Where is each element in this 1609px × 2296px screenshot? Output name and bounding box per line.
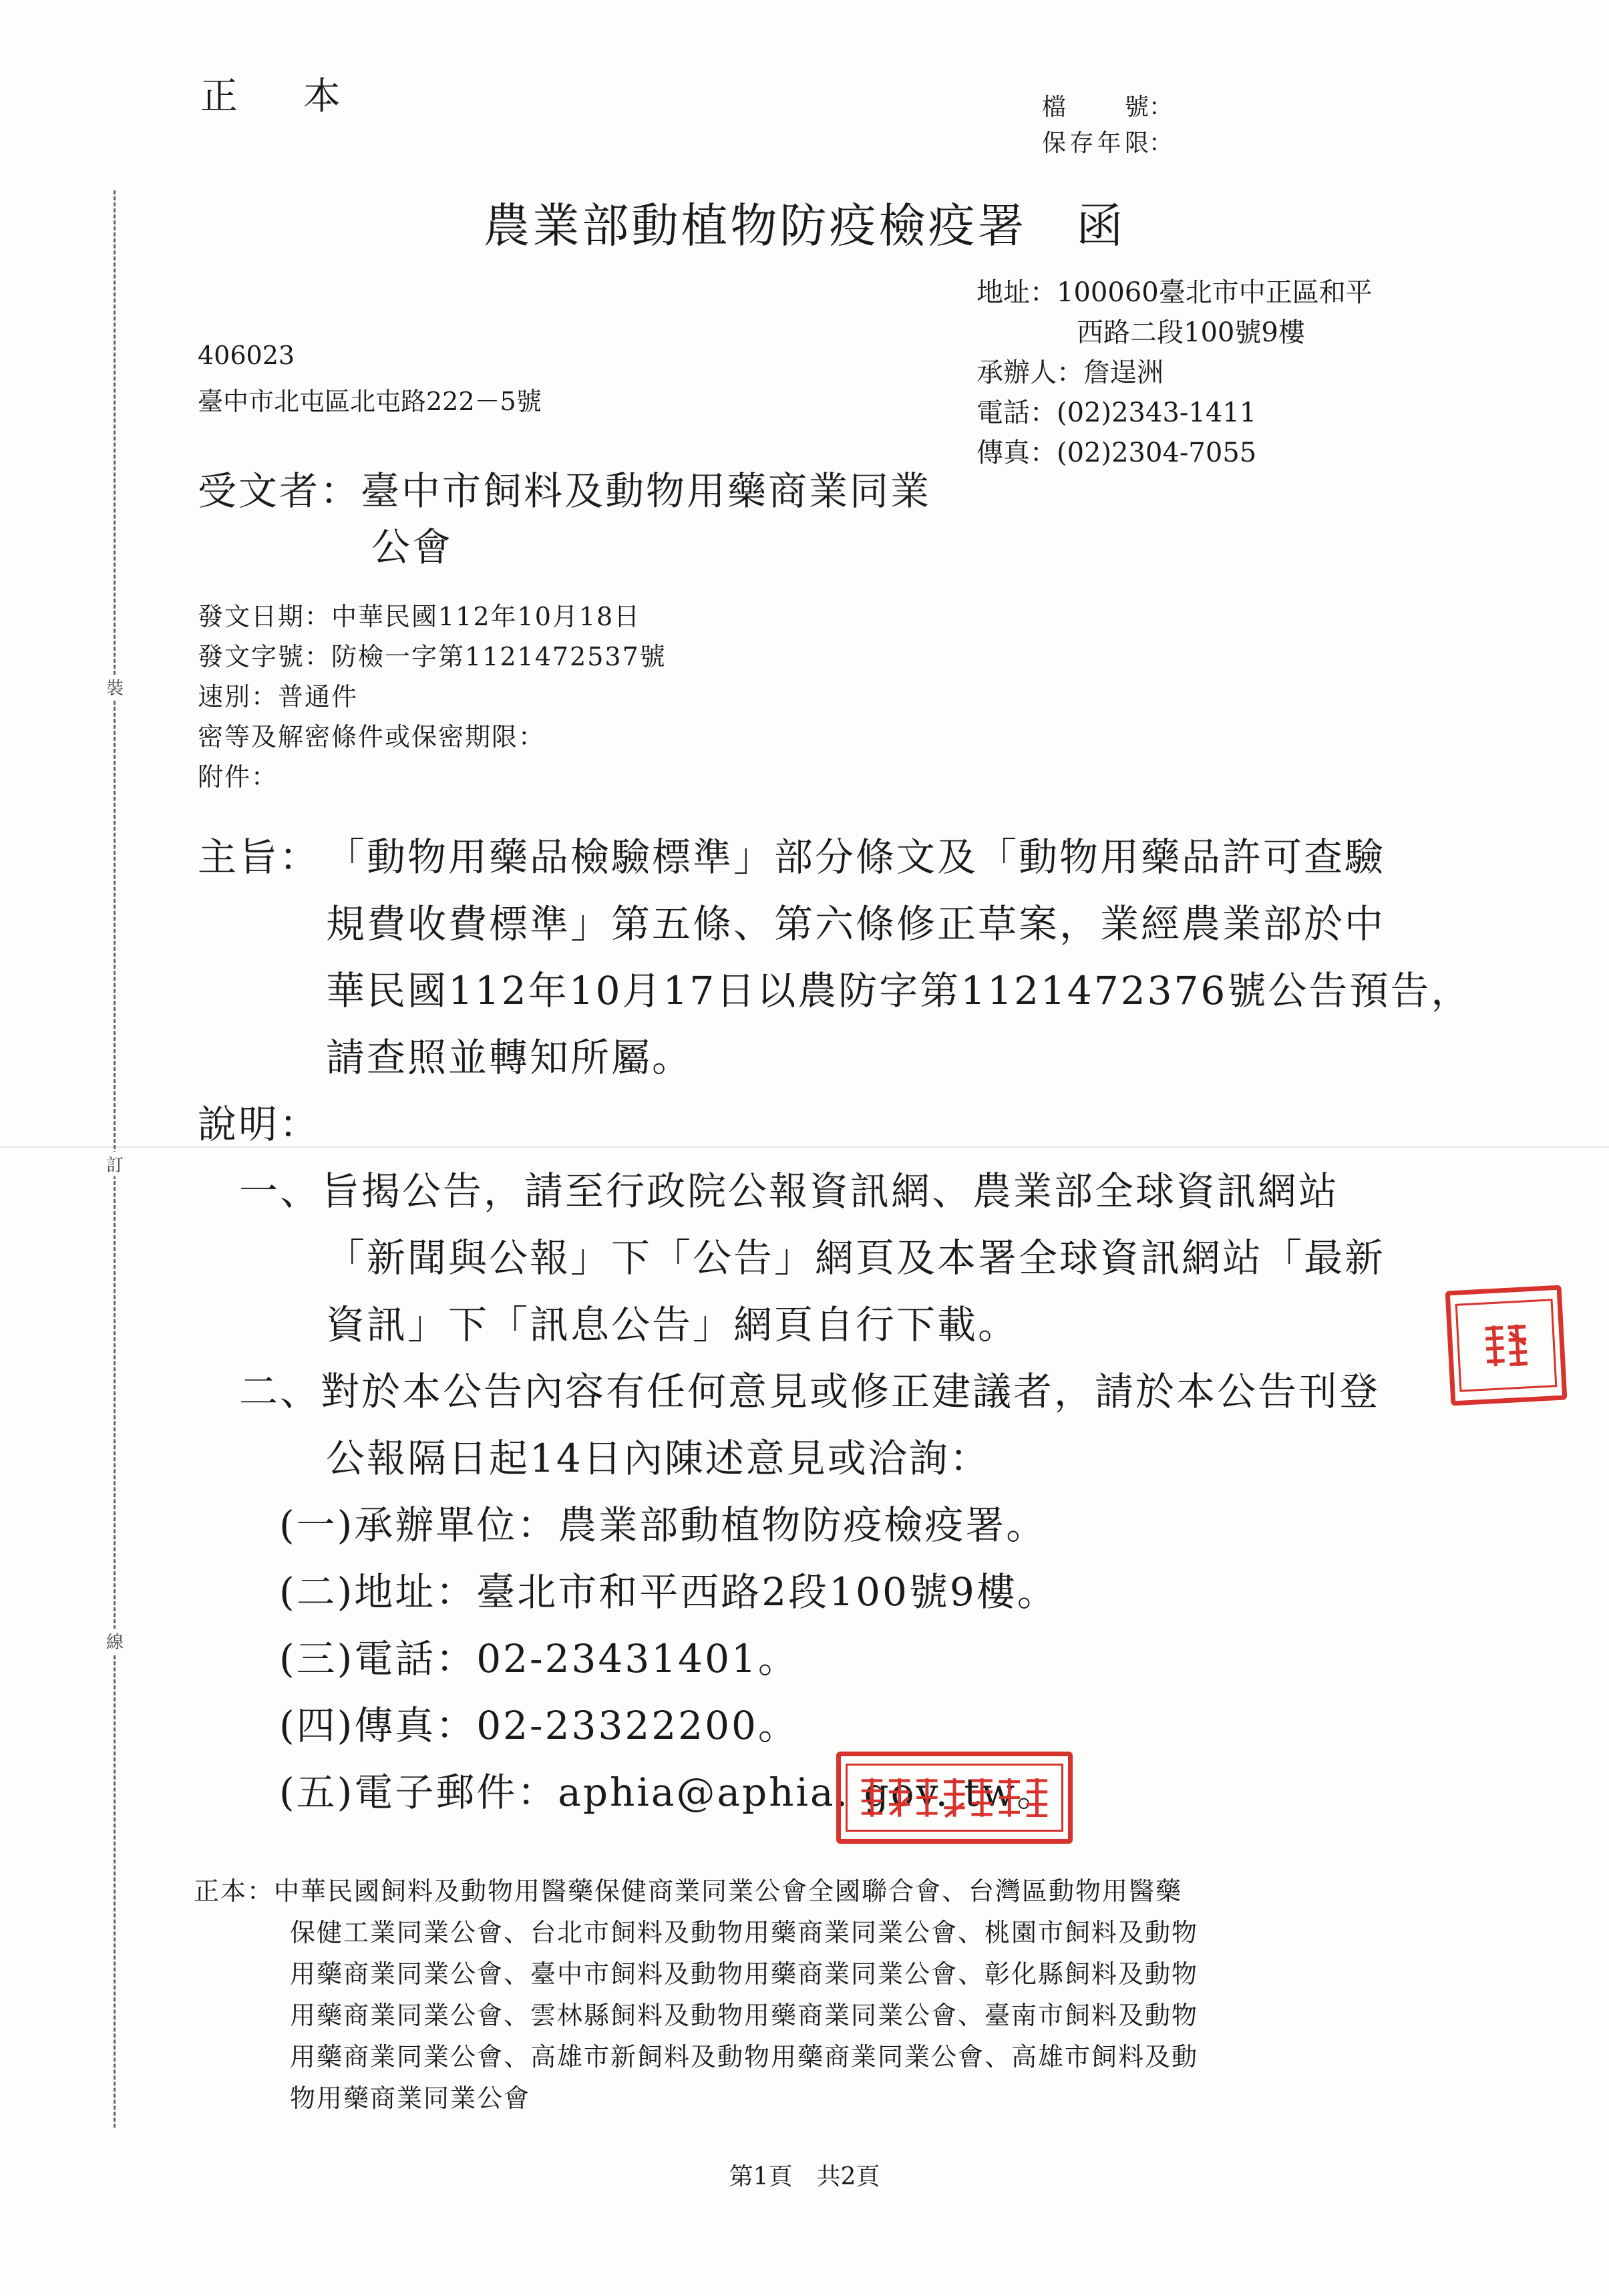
contact-unit: (一)承辦單位：農業部動植物防疫檢疫署。 bbox=[279, 1502, 1047, 1548]
sender-contact: 承辦人：詹逞洲 bbox=[976, 357, 1164, 388]
page-number: 第1頁 共2頁 bbox=[729, 2163, 880, 2190]
issue-date: 發文日期：中華民國112年10月18日 bbox=[198, 602, 641, 631]
cc-line: 用藥商業同業公會、高雄市新飼料及動物用藥商業同業公會、高雄市飼料及動 bbox=[290, 2042, 1199, 2072]
cc-line: 保健工業同業公會、台北市飼料及動物用藥商業同業公會、桃園市飼料及動物 bbox=[290, 1918, 1199, 1947]
contact-address: (二)地址：臺北市和平西路2段100號9樓。 bbox=[279, 1569, 1058, 1615]
binding-mark-1: 裝 bbox=[102, 675, 128, 699]
explanation-item-2: 二、對於本公告內容有任何意見或修正建議者，請於本公告刊登 bbox=[239, 1369, 1381, 1414]
subject-line: 華民國112年10月17日以農防字第1121472376號公告預告， bbox=[326, 968, 1472, 1013]
retention-period bbox=[1042, 124, 1173, 158]
contact-phone: (三)電話：02-23431401。 bbox=[279, 1636, 799, 1681]
subject-line: 「動物用藥品檢驗標準」部分條文及「動物用藥品許可查驗 bbox=[326, 834, 1386, 880]
retention-label: 保存年限 bbox=[1042, 130, 1149, 157]
secrecy-level: 密等及解密條件或保密期限： bbox=[198, 722, 546, 752]
document-number: 發文字號：防檢一字第1121472537號 bbox=[198, 642, 667, 671]
explanation-item-1-line: 「新聞與公報」下「公告」網頁及本署全球資訊網站「最新 bbox=[326, 1235, 1386, 1281]
sender-phone: 電話：(02)2343-1411 bbox=[976, 397, 1257, 428]
subject-label: 主旨： bbox=[198, 834, 321, 880]
cc-line: 用藥商業同業公會、雲林縣飼料及動物用藥商業同業公會、臺南市飼料及動物 bbox=[290, 2001, 1199, 2030]
file-number-colon: ： bbox=[1149, 94, 1174, 121]
cc-line: 物用藥商業同業公會 bbox=[290, 2084, 531, 2113]
explanation-item-1: 一、旨揭公告，請至行政院公報資訊網、農業部全球資訊網站 bbox=[239, 1168, 1340, 1214]
contact-fax: (四)傳真：02-23322200。 bbox=[279, 1703, 799, 1748]
file-number bbox=[1042, 88, 1173, 122]
recipient-line-1: 受文者：臺中市飼料及動物用藥商業同業 bbox=[198, 468, 932, 514]
subject-line: 請查照並轉知所屬。 bbox=[326, 1035, 693, 1080]
recipient-zip: 406023 bbox=[198, 341, 295, 370]
explanation-label: 說明： bbox=[198, 1102, 321, 1147]
contact-email: (五)電子郵件：aphia@aphia. gov. tw。 bbox=[279, 1770, 1058, 1815]
subject-line: 規費收費標準」第五條、第六條修正草案，業經農業部於中 bbox=[326, 901, 1386, 947]
official-seal-small bbox=[1445, 1285, 1568, 1406]
official-seal-large bbox=[836, 1752, 1073, 1844]
cc-line: 用藥商業同業公會、臺中市飼料及動物用藥商業同業公會、彰化縣飼料及動物 bbox=[290, 1959, 1199, 1989]
document-title: 農業部動植物防疫檢疫署 函 bbox=[483, 198, 1126, 253]
sender-address-1: 地址：100060臺北市中正區和平 bbox=[976, 277, 1373, 308]
seal-glyph-icon bbox=[1472, 1319, 1540, 1373]
attachments: 附件： bbox=[198, 762, 279, 792]
binding-mark-2: 訂 bbox=[102, 1152, 128, 1176]
recipient-line-2: 公會 bbox=[371, 524, 454, 570]
speed-class: 速別：普通件 bbox=[198, 682, 359, 711]
recipient-postal-address: 臺中市北屯區北屯路222－5號 bbox=[198, 387, 542, 416]
sender-fax: 傳真：(02)2304-7055 bbox=[976, 438, 1257, 468]
explanation-item-2-line: 公報隔日起14日內陳述意見或洽詢： bbox=[326, 1436, 991, 1481]
seal-glyph-icon bbox=[856, 1775, 1053, 1820]
sender-address-2: 西路二段100號9樓 bbox=[1077, 317, 1305, 348]
retention-colon: ： bbox=[1149, 130, 1174, 157]
explanation-item-1-line: 資訊」下「訊息公告」網頁自行下載。 bbox=[326, 1302, 1019, 1347]
binding-mark-3: 線 bbox=[102, 1629, 128, 1653]
cc-lead: 正本：中華民國飼料及動物用醫藥保健商業同業公會全國聯合會、台灣區動物用醫藥 bbox=[194, 1876, 1183, 1906]
copy-mark: 正 本 bbox=[200, 75, 367, 118]
file-number-label: 檔 號 bbox=[1042, 94, 1149, 121]
